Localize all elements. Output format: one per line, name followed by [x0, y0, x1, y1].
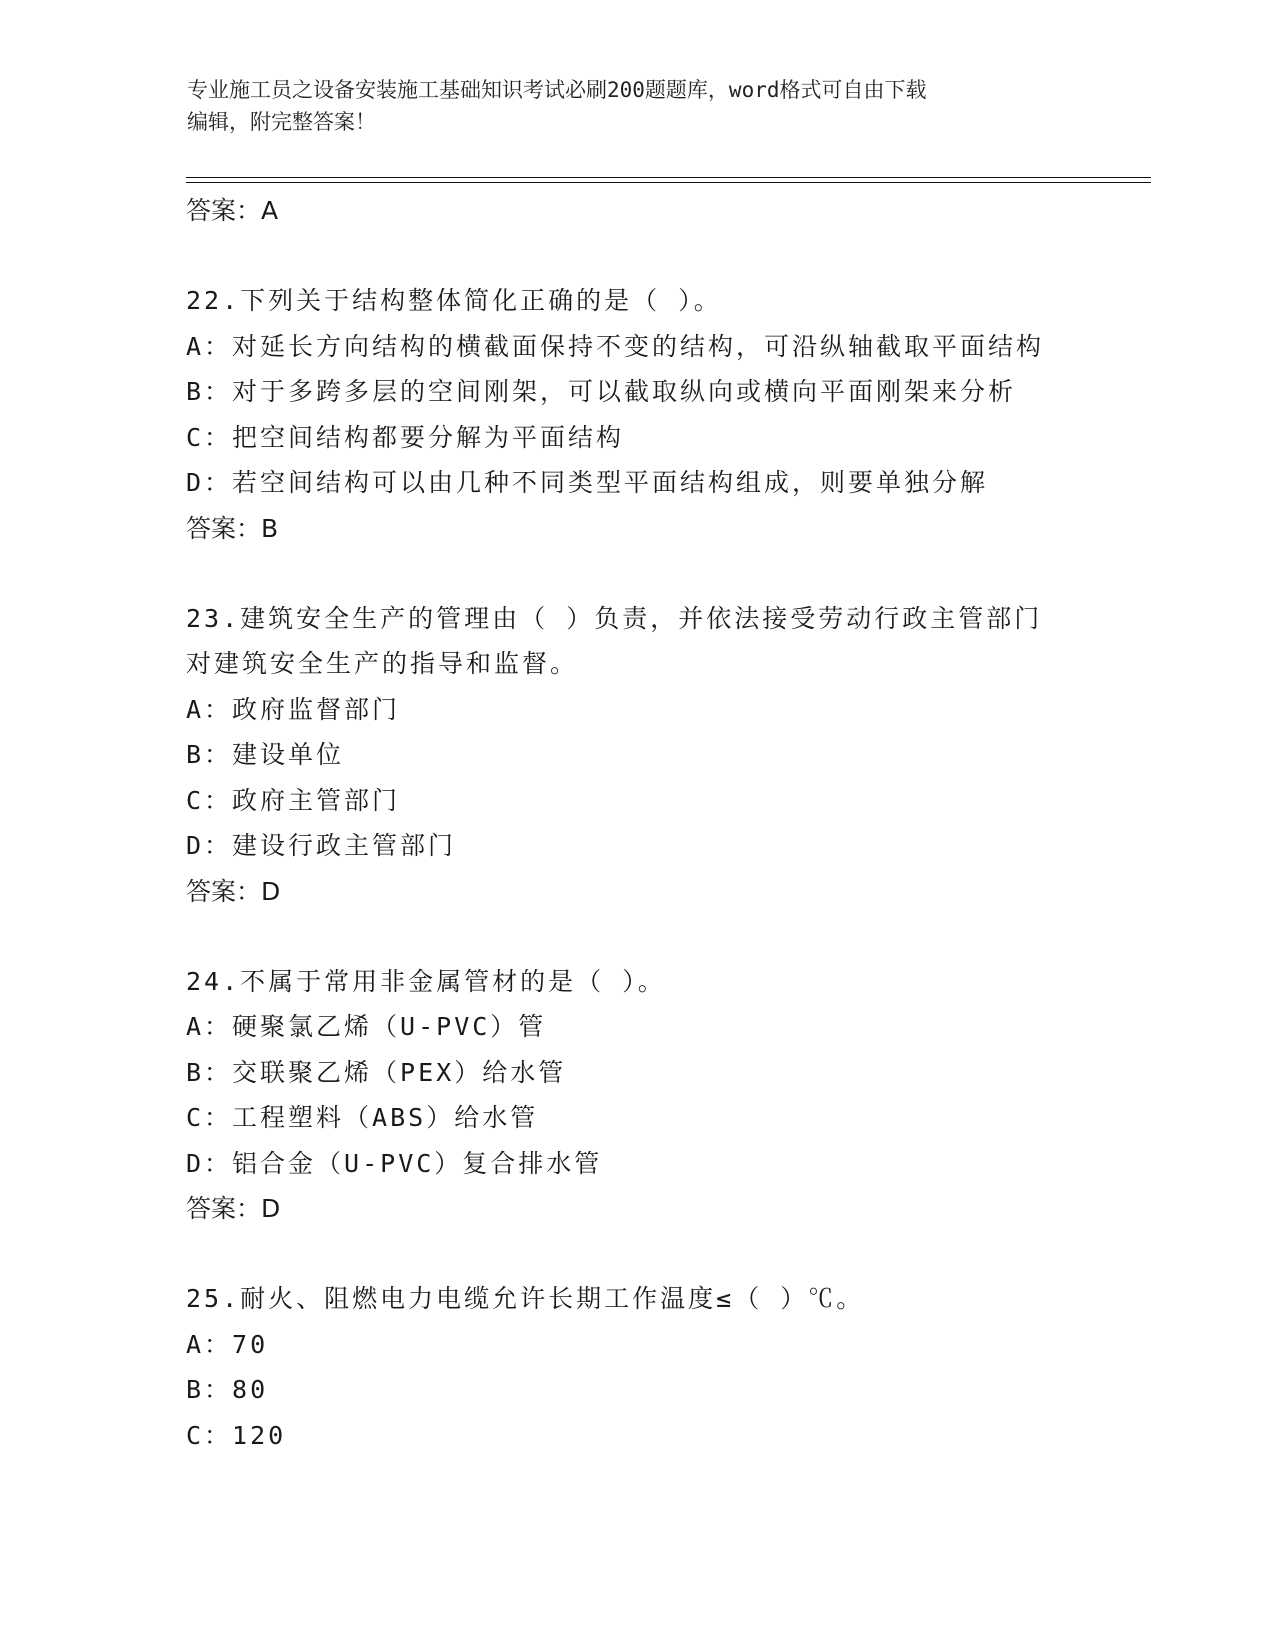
answer-option: B：建设单位	[186, 740, 345, 769]
answer-option: D：若空间结构可以由几种不同类型平面结构组成，则要单独分解	[186, 468, 989, 497]
header-line-2: 编辑，附完整答案！	[187, 110, 376, 134]
question-text-line: 22.下列关于结构整体简化正确的是（ ）。	[186, 286, 722, 315]
answer-option: B：交联聚乙烯（PEX）给水管	[186, 1057, 567, 1087]
header-divider-bottom	[186, 182, 1151, 183]
answer-option: B：80	[186, 1375, 269, 1404]
question-text	[186, 278, 1146, 324]
header-line-1: 专业施工员之设备安装施工基础知识考试必刷200题题库，word格式可自由下载	[187, 78, 927, 102]
answer-option: C：120	[186, 1420, 287, 1450]
answer-line: 答案：A	[186, 196, 279, 225]
question-list	[186, 188, 1146, 1458]
answer-option: C：把空间结构都要分解为平面结构	[186, 422, 625, 452]
answer-line: 答案：D	[186, 1194, 281, 1223]
question-block	[186, 959, 1146, 1232]
answer-line: 答案：B	[186, 513, 279, 543]
answer-option: A：硬聚氯乙烯（U-PVC）管	[186, 1012, 547, 1041]
question-text	[186, 596, 1146, 687]
answer-line: 答案：D	[186, 876, 281, 906]
question-block	[186, 596, 1146, 914]
question-block	[186, 1276, 1146, 1458]
answer-option: C：政府主管部门	[186, 785, 401, 815]
answer-option: D：建设行政主管部门	[186, 831, 457, 860]
question-text	[186, 959, 1146, 1005]
question-block	[186, 278, 1146, 551]
answer-option: A：70	[186, 1329, 269, 1359]
answer-option: C：工程塑料（ABS）给水管	[186, 1103, 539, 1132]
question-text	[186, 1276, 1146, 1322]
question-text-line: 25.耐火、阻燃电力电缆允许长期工作温度≤（ ）℃。	[186, 1284, 865, 1313]
answer-option: A：对延长方向结构的横截面保持不变的结构，可沿纵轴截取平面结构	[186, 331, 1045, 361]
question-text-line: 对建筑安全生产的指导和监督。	[186, 649, 579, 678]
answer-option: A：政府监督部门	[186, 694, 401, 724]
document-header	[187, 74, 1067, 138]
header-divider-top	[186, 177, 1151, 178]
answer-option: D：铝合金（U-PVC）复合排水管	[186, 1148, 603, 1178]
answer-option: B：对于多跨多层的空间刚架，可以截取纵向或横向平面刚架来分析	[186, 377, 1017, 406]
question-text-line: 24.不属于常用非金属管材的是（ ）。	[186, 966, 666, 996]
question-text-line: 23.建筑安全生产的管理由（ ）负责，并依法接受劳动行政主管部门	[186, 603, 1043, 633]
